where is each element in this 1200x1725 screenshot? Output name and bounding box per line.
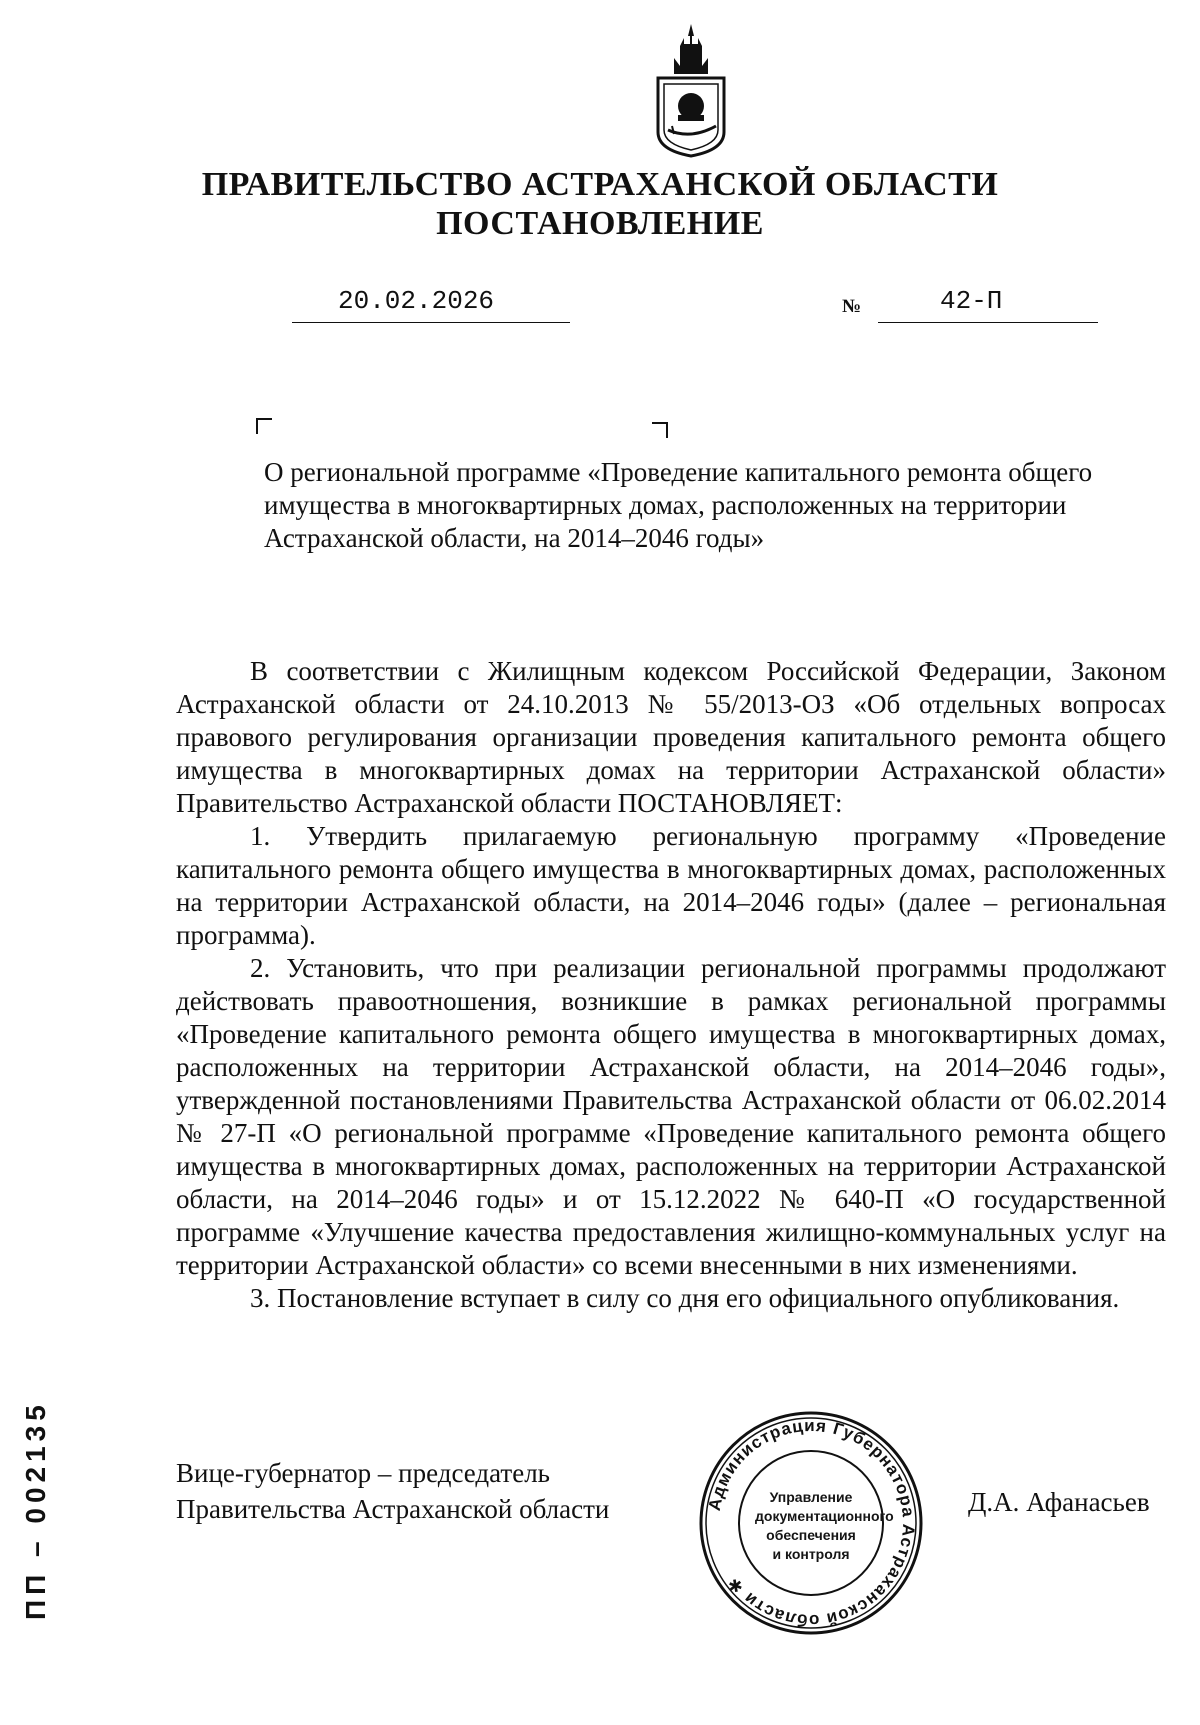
document-number: 42-П	[940, 286, 1003, 316]
clause-1: 1. Утвердить прилагаемую региональную программу «Проведение капитального ремонта общего имущества в многоквартирных домах, расположенных на территории Астраханской области, на 2014–2046 годы» (далее – региональная программа).	[176, 821, 1166, 950]
subject-corner-left	[256, 418, 272, 434]
signer-name: Д.А. Афанасьев	[968, 1487, 1150, 1517]
number-field	[878, 286, 1098, 323]
document-type: ПОСТАНОВЛЕНИЕ	[436, 205, 764, 242]
svg-text:Администрация Губернатора Астр: Администрация Губернатора Астраханской области ✱	[704, 1415, 919, 1631]
preamble-paragraph: В соответствии с Жилищным кодексом Российской Федерации, Законом Астраханской области от 24.10.2013 № 55/2013-ОЗ «Об отдельных вопросах правового регулирования организации проведения капитального ремонта общего имущества в многоквартирных домах на территории Астраханской области» Правительство Астраханской области ПОСТАНОВЛЯЕТ:	[176, 656, 1166, 818]
document-subject: О региональной программе «Проведение капитального ремонта общего имущества в многоквартирных домах, расположенных на территории Астраханской области, на 2014–2046 годы»	[264, 457, 1093, 553]
clause-3: 3. Постановление вступает в силу со дня его официального опубликования.	[250, 1283, 1120, 1313]
signer-position	[176, 1455, 609, 1527]
organization-name: ПРАВИТЕЛЬСТВО АСТРАХАНСКОЙ ОБЛАСТИ	[201, 166, 999, 203]
document-body	[176, 655, 1166, 1315]
serial-number: ПП – 002135	[20, 1400, 51, 1620]
signer-position-line1: Вице-губернатор – председатель	[176, 1458, 550, 1488]
document-date: 20.02.2026	[338, 286, 495, 316]
coat-of-arms-emblem	[648, 22, 734, 160]
clause-2: 2. Установить, что при реализации региональной программы продолжают действовать правоотношения, возникшие в рамках региональной программы «Проведение капитального ремонта общего имущества в многоквартирных домах, расположенных на территории Астраханской области, на 2014–2046 годы», утвержденной постановлениями Правительства Астраханской области от 06.02.2014 № 27-П «О региональной программе «Проведение капитального ремонта общего имущества в многоквартирных домах, расположенных на территории Астраханской области, на 2014–2046 годы» и от 15.12.2022 № 640-П «О государственной программе «Улучшение качества предоставления жилищно-коммунальных услуг на территории Астраханской области» со всеми внесенными в них изменениями.	[176, 953, 1166, 1280]
date-field	[292, 286, 570, 323]
subject-corner-right	[652, 422, 668, 438]
number-sign: №	[842, 296, 862, 317]
signer-position-line2: Правительства Астраханской области	[176, 1494, 610, 1524]
stamp-department: Управление документационного обеспечения и контроля	[755, 1489, 894, 1562]
